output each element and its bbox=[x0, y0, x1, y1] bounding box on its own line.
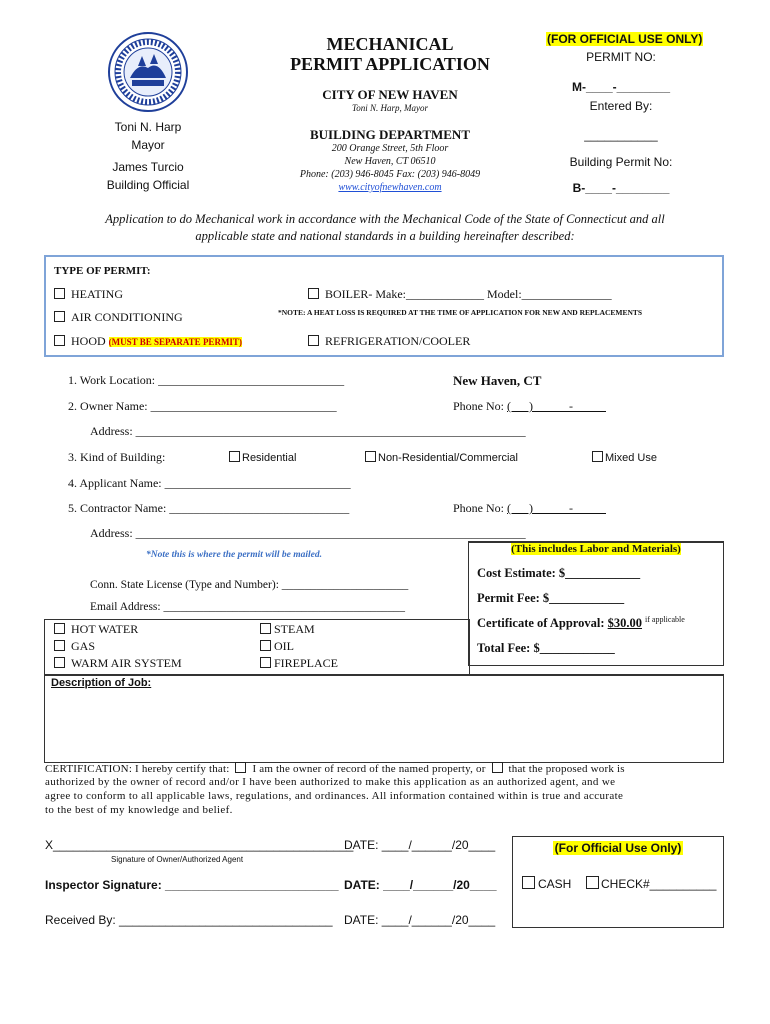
steam-option[interactable]: STEAM bbox=[260, 622, 315, 637]
permit-no-value[interactable]: M-____-________ bbox=[571, 80, 671, 94]
steam-checkbox[interactable] bbox=[260, 623, 271, 634]
contractor-name-field[interactable]: 5. Contractor Name: ______________________________ bbox=[68, 501, 350, 515]
hood-option[interactable] bbox=[54, 334, 242, 349]
check-option[interactable]: CHECK#__________ bbox=[586, 876, 716, 891]
heating-option[interactable] bbox=[54, 287, 123, 302]
entered-by-line[interactable]: ___________ bbox=[584, 128, 658, 142]
certification-line1: CERTIFICATION: I hereby certify that: I am the owner of record of the named property, or that the proposed work is bbox=[45, 763, 625, 775]
contractor-address-field[interactable]: Address: _________________________________________________________________ bbox=[90, 526, 526, 540]
cost-header: (This includes Labor and Materials) bbox=[511, 543, 681, 555]
total-fee-field[interactable]: Total Fee: $____________ bbox=[477, 641, 615, 655]
department-name: BUILDING DEPARTMENT bbox=[309, 127, 470, 142]
heating-label: HEATING bbox=[71, 287, 123, 301]
email-field[interactable]: Email Address: __________________________________________ bbox=[90, 601, 405, 613]
owner-signature-line[interactable]: X_____________________________________________ bbox=[45, 838, 354, 852]
phone-fax: Phone: (203) 946-8045 Fax: (203) 946-8049 bbox=[299, 169, 481, 180]
fireplace-option[interactable]: FIREPLACE bbox=[260, 656, 338, 671]
official-title: Building Official bbox=[106, 178, 190, 192]
ac-label: AIR CONDITIONING bbox=[71, 310, 183, 324]
non-residential-option[interactable] bbox=[365, 451, 518, 464]
hood-checkbox[interactable] bbox=[54, 335, 65, 346]
certification-line2: authorized by the owner of record and/or I have been authorized to make this application as an authorized agent, and we bbox=[45, 776, 616, 788]
website-link[interactable]: www.cityofnewhaven.com bbox=[338, 182, 442, 193]
hot-water-checkbox[interactable] bbox=[54, 623, 65, 634]
building-permit-label: Building Permit No: bbox=[569, 155, 673, 169]
mixed-use-option[interactable] bbox=[592, 451, 657, 464]
mayor-name: Toni N. Harp bbox=[114, 120, 182, 134]
inspector-signature-field[interactable]: Inspector Signature: __________________________ bbox=[45, 878, 339, 892]
boiler-label: BOILER- Make:_____________ Model:_______________ bbox=[325, 287, 612, 301]
mail-note: *Note this is where the permit will be mailed. bbox=[146, 550, 323, 560]
cash-checkbox[interactable] bbox=[522, 876, 535, 889]
fireplace-checkbox[interactable] bbox=[260, 657, 271, 668]
cash-option[interactable]: CASH bbox=[522, 876, 571, 891]
owner-record-checkbox[interactable] bbox=[235, 762, 246, 773]
contractor-phone-label: Phone No: bbox=[453, 501, 507, 515]
received-date-field[interactable]: DATE: ____/______/20____ bbox=[344, 913, 496, 927]
owner-signature-caption: Signature of Owner/Authorized Agent bbox=[111, 855, 244, 864]
inspector-date-field[interactable]: DATE: ____/______/20____ bbox=[344, 878, 497, 892]
city-seal-logo bbox=[108, 32, 188, 112]
certification-line4: to the best of my knowledge and belief. bbox=[45, 804, 233, 816]
permit-type-title: TYPE OF PERMIT: bbox=[54, 265, 151, 277]
refrigeration-option[interactable] bbox=[308, 334, 470, 349]
warm-air-checkbox[interactable] bbox=[54, 657, 65, 668]
non-residential-label: Non-Residential/Commercial bbox=[378, 452, 518, 464]
permit-fee-field[interactable]: Permit Fee: $____________ bbox=[477, 591, 625, 605]
work-location-city: New Haven, CT bbox=[453, 373, 542, 388]
contractor-phone-blank[interactable]: ( ) - bbox=[507, 501, 606, 515]
title-line2: PERMIT APPLICATION bbox=[290, 54, 490, 74]
residential-label: Residential bbox=[242, 452, 297, 464]
city-mayor: Toni N. Harp, Mayor bbox=[352, 103, 428, 113]
owner-phone-blank[interactable]: ( ) - bbox=[507, 399, 606, 413]
heating-checkbox[interactable] bbox=[54, 288, 65, 299]
ac-option[interactable] bbox=[54, 310, 183, 325]
mixed-use-label: Mixed Use bbox=[605, 452, 657, 464]
applicant-name-field[interactable]: 4. Applicant Name: _______________________________ bbox=[68, 476, 351, 490]
permit-no-label: PERMIT NO: bbox=[586, 50, 656, 64]
work-location-field[interactable]: 1. Work Location: _______________________________ bbox=[68, 373, 345, 387]
hood-label: HOOD bbox=[71, 334, 106, 348]
owner-name-field[interactable]: 2. Owner Name: _______________________________ bbox=[68, 399, 337, 413]
warm-air-option[interactable]: WARM AIR SYSTEM bbox=[54, 656, 182, 671]
gas-option[interactable]: GAS bbox=[54, 639, 95, 654]
mayor-title: Mayor bbox=[131, 138, 165, 152]
official-name: James Turcio bbox=[112, 160, 184, 174]
hot-water-option[interactable]: HOT WATER bbox=[54, 622, 138, 637]
authorized-work-checkbox[interactable] bbox=[492, 762, 503, 773]
oil-option[interactable]: OIL bbox=[260, 639, 294, 654]
check-checkbox[interactable] bbox=[586, 876, 599, 889]
cert-approval-field: Certificate of Approval: $30.00 $^{if applicable}$ bbox=[477, 615, 685, 631]
gas-checkbox[interactable] bbox=[54, 640, 65, 651]
refrigeration-label: REFRIGERATION/COOLER bbox=[325, 334, 471, 348]
certification-line3: agree to conform to all applicable laws, regulations, and ordinances. All information contained within is true and accurate bbox=[45, 790, 624, 802]
heat-loss-note: *NOTE: A HEAT LOSS IS REQUIRED AT THE TIME OF APPLICATION FOR NEW AND REPLACEMENTS bbox=[278, 308, 643, 317]
entered-by-label: Entered By: bbox=[589, 99, 653, 113]
refrigeration-checkbox[interactable] bbox=[308, 335, 319, 346]
intro-line2: applicable state and national standards in a building hereinafter described: bbox=[195, 229, 575, 243]
official-use-label: (FOR OFFICIAL USE ONLY) bbox=[547, 32, 703, 46]
owner-date-field[interactable]: DATE: ____/______/20____ bbox=[344, 838, 496, 852]
title-line1: MECHANICAL bbox=[326, 34, 454, 54]
mixed-use-checkbox[interactable] bbox=[592, 451, 603, 462]
contractor-phone-field[interactable] bbox=[453, 501, 606, 516]
residential-option[interactable] bbox=[229, 451, 296, 464]
payment-official-label: (For Official Use Only) bbox=[554, 841, 682, 855]
residential-checkbox[interactable] bbox=[229, 451, 240, 462]
non-residential-checkbox[interactable] bbox=[365, 451, 376, 462]
description-label: Description of Job: bbox=[51, 677, 152, 689]
owner-phone-label: Phone No: bbox=[453, 399, 507, 413]
boiler-option[interactable] bbox=[308, 287, 612, 302]
boiler-checkbox[interactable] bbox=[308, 288, 319, 299]
address-line1: 200 Orange Street, 5th Floor bbox=[331, 143, 449, 154]
hood-note: (MUST BE SEPARATE PERMIT) bbox=[108, 337, 242, 347]
building-permit-value[interactable]: B-____-________ bbox=[572, 181, 670, 195]
owner-phone-field[interactable] bbox=[453, 399, 606, 414]
license-field[interactable]: Conn. State License (Type and Number): ______________________ bbox=[90, 579, 409, 591]
ac-checkbox[interactable] bbox=[54, 311, 65, 322]
cost-estimate-field[interactable]: Cost Estimate: $____________ bbox=[477, 566, 641, 580]
oil-checkbox[interactable] bbox=[260, 640, 271, 651]
owner-address-field[interactable]: Address: _________________________________________________________________ bbox=[90, 424, 526, 438]
kind-of-building-label: 3. Kind of Building: bbox=[68, 450, 166, 464]
address-line2: New Haven, CT 06510 bbox=[344, 156, 436, 167]
city-name: CITY OF NEW HAVEN bbox=[322, 87, 458, 102]
intro-line1: Application to do Mechanical work in accordance with the Mechanical Code of the State of Connecticut and all bbox=[105, 212, 665, 226]
received-by-field[interactable]: Received By: ________________________________ bbox=[45, 913, 333, 927]
